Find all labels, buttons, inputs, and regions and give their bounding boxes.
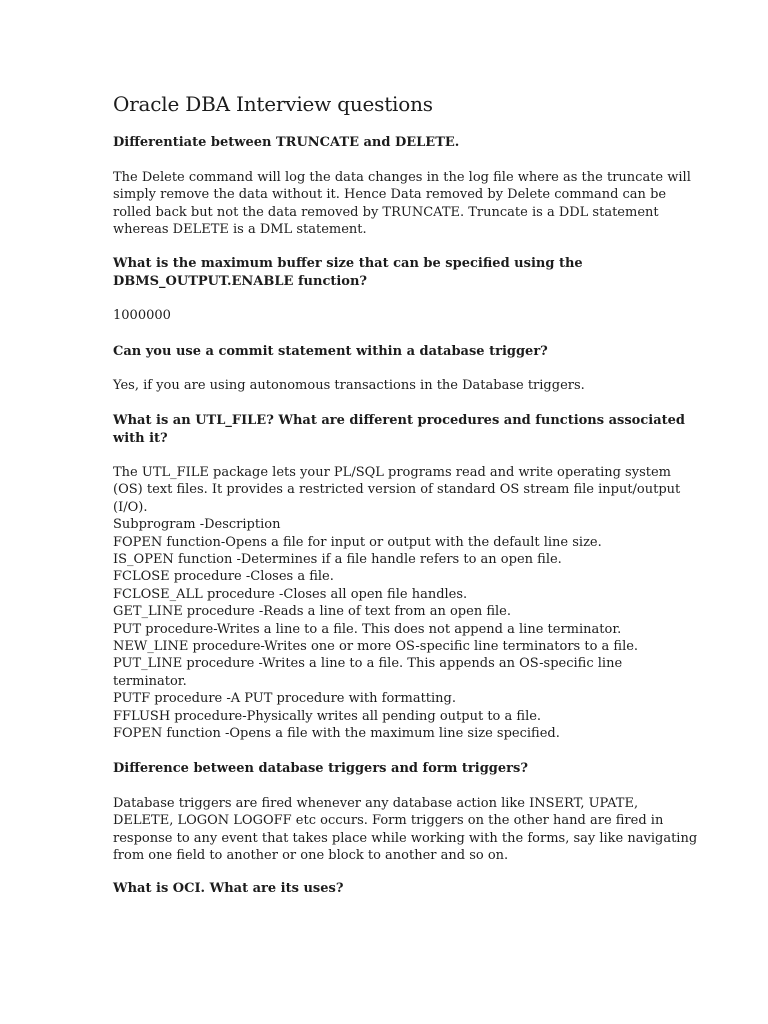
answer-line: (OS) text files. It provides a restricted version of standard OS stream file input/output bbox=[113, 482, 681, 498]
answer-line: PUT procedure-Writes a line to a file. This does not append a line terminator. bbox=[113, 621, 622, 637]
answer-line: The Delete command will log the data changes in the log file where as the truncate will bbox=[113, 170, 691, 185]
document-title: Oracle DBA Interview questions bbox=[113, 92, 433, 116]
question-truncate-delete: Differentiate between TRUNCATE and DELETE. bbox=[113, 135, 460, 150]
answer-truncate-delete bbox=[113, 169, 691, 239]
answer-line: from one field to another or one block to another and so on. bbox=[113, 848, 509, 864]
question-line: What is the maximum buffer size that can be specified using the bbox=[113, 256, 583, 271]
question-line: What is an UTL_FILE? What are different procedures and functions associated bbox=[113, 413, 685, 428]
answer-line: whereas DELETE is a DML statement. bbox=[113, 222, 367, 238]
answer-line: FOPEN function -Opens a file with the maximum line size specified. bbox=[113, 726, 560, 742]
question-db-vs-form-triggers: Difference between database triggers and form triggers? bbox=[113, 761, 528, 776]
answer-line: FCLOSE_ALL procedure -Closes all open file handles. bbox=[113, 586, 468, 602]
answer-db-vs-form-triggers bbox=[113, 795, 698, 865]
answer-line: Yes, if you are using autonomous transactions in the Database triggers. bbox=[113, 378, 585, 393]
answer-buffer-size bbox=[113, 307, 643, 324]
answer-line: PUT_LINE procedure -Writes a line to a file. This appends an OS-specific line bbox=[113, 656, 623, 672]
answer-line: Database triggers are fired whenever any database action like INSERT, UPATE, bbox=[113, 796, 639, 811]
answer-line: terminator. bbox=[113, 673, 187, 689]
answer-line: FOPEN function-Opens a file for input or output with the default line size. bbox=[113, 534, 602, 550]
answer-line: simply remove the data without it. Hence Data removed by Delete command can be bbox=[113, 187, 667, 203]
answer-line: PUTF procedure -A PUT procedure with formatting. bbox=[113, 691, 457, 707]
question-line: DBMS_OUTPUT.ENABLE function? bbox=[113, 274, 368, 289]
answer-line: IS_OPEN function -Determines if a file handle refers to an open file. bbox=[113, 552, 562, 568]
question-utl-file bbox=[113, 412, 685, 448]
question-buffer-size bbox=[113, 255, 633, 291]
answer-commit-trigger bbox=[113, 377, 643, 394]
answer-utl-file bbox=[113, 464, 681, 743]
answer-line: (I/O). bbox=[113, 499, 148, 515]
answer-line: The UTL_FILE package lets your PL/SQL programs read and write operating system bbox=[113, 465, 671, 480]
answer-line: NEW_LINE procedure-Writes one or more OS-specific line terminators to a file. bbox=[113, 639, 639, 655]
answer-line: GET_LINE procedure -Reads a line of text from an open file. bbox=[113, 604, 511, 620]
answer-line: Subprogram -Description bbox=[113, 517, 281, 533]
answer-line: FCLOSE procedure -Closes a file. bbox=[113, 569, 334, 585]
answer-line: 1000000 bbox=[113, 308, 171, 323]
question-oci: What is OCI. What are its uses? bbox=[113, 881, 344, 896]
answer-line: rolled back but not the data removed by TRUNCATE. Truncate is a DDL statement bbox=[113, 204, 659, 220]
answer-line: FFLUSH procedure-Physically writes all pending output to a file. bbox=[113, 708, 542, 724]
question-commit-trigger: Can you use a commit statement within a database trigger? bbox=[113, 344, 548, 359]
answer-line: DELETE, LOGON LOGOFF etc occurs. Form triggers on the other hand are fired in bbox=[113, 813, 664, 829]
question-line: with it? bbox=[113, 431, 168, 446]
answer-line: response to any event that takes place while working with the forms, say like navigating bbox=[113, 830, 698, 846]
